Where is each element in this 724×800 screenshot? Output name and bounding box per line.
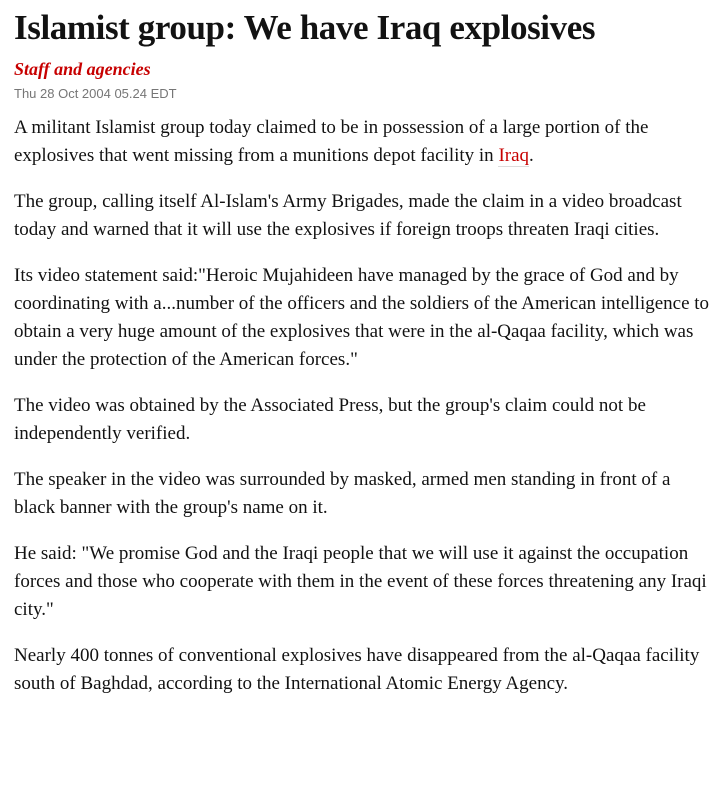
article-paragraph: He said: "We promise God and the Iraqi people that we will use it against the occupation forces and those who cooperate with them in the event of these forces threatening any Iraqi city.": [14, 543, 707, 620]
article-paragraph: Its video statement said:"Heroic Mujahideen have managed by the grace of God and by coordinating with a...number of the officers and the soldiers of the American intelligence to obtain a very huge amount of the explosives that were in the al-Qaqaa facility, which was under the protection of the American forces.": [14, 265, 710, 370]
publish-dateline: Thu 28 Oct 2004 05.24 EDT: [14, 86, 177, 101]
article-paragraph: The speaker in the video was surrounded by masked, armed men standing in front of a black banner with the group's name on it.: [14, 469, 671, 518]
paragraph-text: .: [529, 145, 534, 166]
article-paragraph: Nearly 400 tonnes of conventional explosives have disappeared from the al-Qaqaa facility south of Baghdad, according to the International Atomic Energy Agency.: [14, 645, 700, 694]
iraq-link[interactable]: Iraq: [498, 145, 530, 166]
article-body: [14, 114, 710, 698]
article-paragraph: The group, calling itself Al-Islam's Army Brigades, made the claim in a video broadcast today and warned that it will use the explosives if foreign troops threaten Iraqi cities.: [14, 191, 682, 240]
byline: Staff and agencies: [14, 59, 151, 79]
article-paragraph: The video was obtained by the Associated Press, but the group's claim could not be independently verified.: [14, 395, 646, 444]
paragraph-text: A militant Islamist group today claimed to be in possession of a large portion of the explosives that went missing from a munitions depot facility in: [14, 117, 649, 166]
article-paragraph: [14, 114, 710, 170]
article-headline: Islamist group: We have Iraq explosives: [14, 8, 596, 47]
